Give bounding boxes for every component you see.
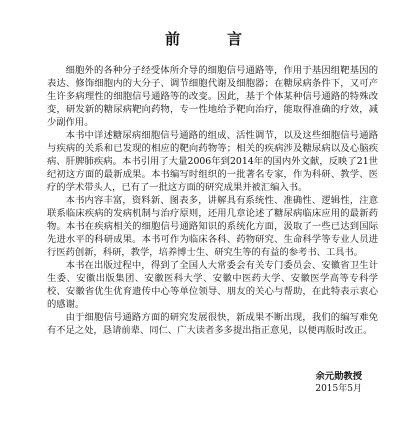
- paragraph: 由于细胞信号通路方面的研究发展很快，新成果不断出现，我们的编写难免有不足之处，恳请前辈、同仁、广大读者多多提出指正意见，以便再版时改正。: [47, 312, 378, 336]
- author-name: 余元勋教授: [315, 371, 362, 382]
- paragraph: 本书内容丰富，资料新、图表多，讲解具有系统性、准确性、逻辑性，注意联系临床疾病的发病机制与治疗原则，还用几章论述了糖尿病临床应用的最新药物。本书在疾病相关的细胞信号通路知识的系统化方面，汲取了一些已达到国际先进水平的科研成果。本书可作为临床各科、药物研究、生命科学等专业人员进行医药创新，科研，教学，培养博士生、研究生等的有益的参考书、工具书。: [47, 195, 378, 258]
- signature-date: 2015年5月: [315, 384, 362, 394]
- page-title: 前 言: [164, 30, 258, 48]
- preface-body: [47, 64, 378, 337]
- paragraph: 本书中详述糖尿病细胞信号通路的组成、活性调节，以及这些细胞信号通路与疾病的关系和已发现的相应的靶向药物等；相关的疾病涉及糖尿病以及心脑疾病、肝脾肺疾病。本书引用了大量2006年到2014年的国内外文献，反映了21世纪初这方面的最新成果。本书编写时组织的一批著名专家，作为科研、教学、医疗的学术带头人，已有了一批这方面的研究成果并被汇编入书。: [47, 130, 378, 193]
- paragraph: 本书在出版过程中，得到了全国人大常委会有关专门委员会、安徽省卫生计生委、安徽出版集团、安徽医科大学、安徽中医药大学、安徽医学高等专科学校、安徽省优生优育遗传中心等单位领导、朋友的关心与帮助，在此特表示衷心的感谢。: [47, 260, 378, 310]
- paragraph: 细胞外的各种分子经受体所介导的细胞信号通路等，作用于基因组靶基因的表达、修饰细胞内的大分子、调节细胞代谢及细胞器；在糖尿病条件下，又可产生许多病理性的细胞信号通路等的改变。因此，基于个体某种信号通路的特殊改变，研发新的糖尿病靶向药物，专一性地给予靶向治疗，能取得准确的疗效，减少副作用。: [47, 65, 378, 128]
- signature-block: [315, 370, 362, 396]
